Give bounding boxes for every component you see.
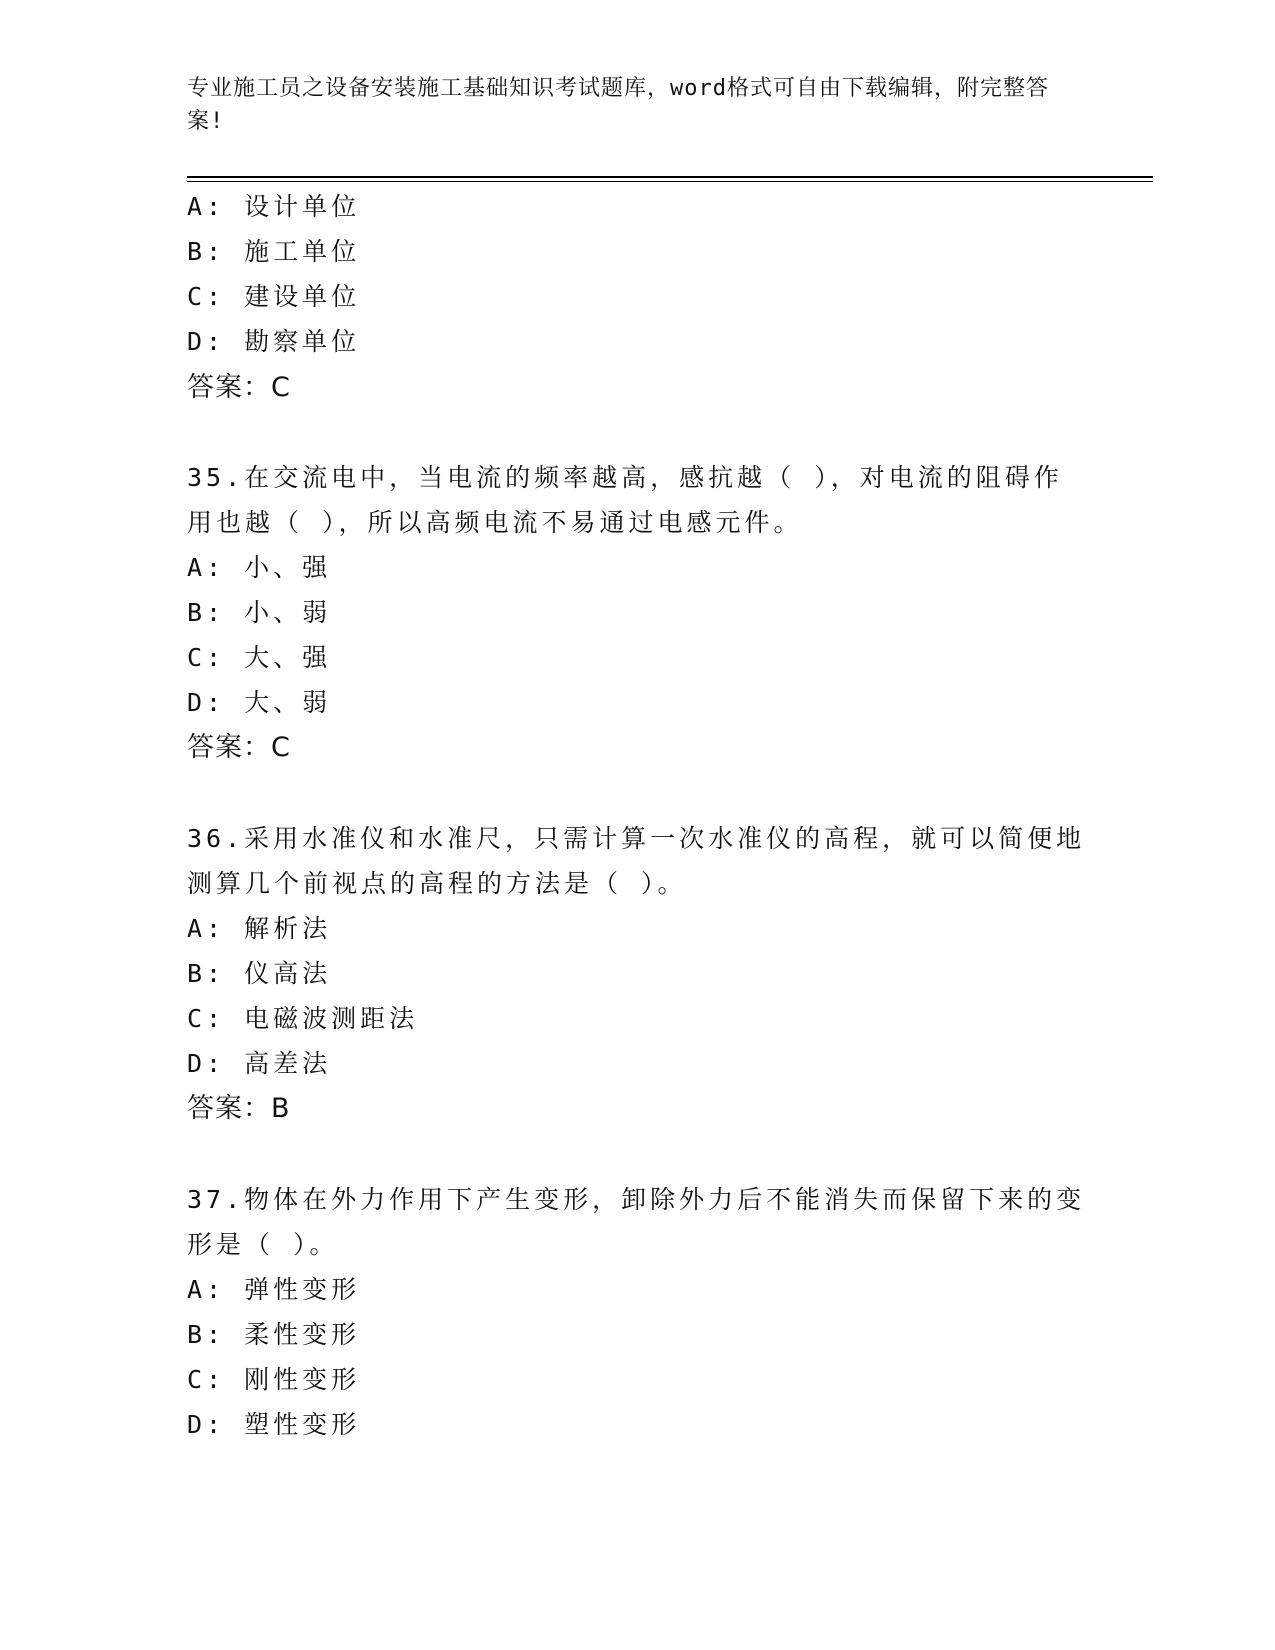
- option-b: B: 施工单位: [187, 237, 361, 266]
- question-stem-line2: 形是（ ）。: [187, 1230, 339, 1259]
- option-c: C: 大、强: [187, 643, 332, 672]
- option-a: A: 小、强: [187, 553, 332, 582]
- option-d: D: 塑性变形: [187, 1410, 361, 1439]
- option-a: A: 设计单位: [187, 192, 361, 221]
- option-d: D: 高差法: [187, 1049, 332, 1078]
- question-stem-line2: 测算几个前视点的高程的方法是（ ）。: [187, 869, 687, 898]
- answer-line: 答案：B: [187, 1093, 291, 1124]
- option-b: B: 柔性变形: [187, 1320, 361, 1349]
- option-a: A: 解析法: [187, 914, 332, 943]
- option-b: B: 小、弱: [187, 598, 332, 627]
- header-rule-thick: [187, 176, 1153, 178]
- option-d: D: 大、弱: [187, 688, 332, 717]
- question-stem-line2: 用也越（ ），所以高频电流不易通过电感元件。: [187, 508, 803, 537]
- question-stem-line1: 37.物体在外力作用下产生变形，卸除外力后不能消失而保留下来的变: [187, 1185, 1086, 1214]
- question-stem-line1: 36.采用水准仪和水准尺，只需计算一次水准仪的高程，就可以简便地: [187, 824, 1086, 853]
- answer-line: 答案：C: [187, 372, 291, 403]
- option-c: C: 电磁波测距法: [187, 1004, 419, 1033]
- document-header: 专业施工员之设备安装施工基础知识考试题库，word格式可自由下载编辑，附完整答案!: [187, 76, 1049, 134]
- answer-line: 答案：C: [187, 732, 291, 763]
- option-d: D: 勘察单位: [187, 327, 361, 356]
- option-a: A: 弹性变形: [187, 1275, 361, 1304]
- question-stem-line1: 35.在交流电中，当电流的频率越高，感抗越（ ），对电流的阻碍作: [187, 463, 1063, 492]
- header-rule-thin: [187, 181, 1153, 182]
- option-c: C: 建设单位: [187, 282, 361, 311]
- option-c: C: 刚性变形: [187, 1365, 361, 1394]
- option-b: B: 仪高法: [187, 959, 332, 988]
